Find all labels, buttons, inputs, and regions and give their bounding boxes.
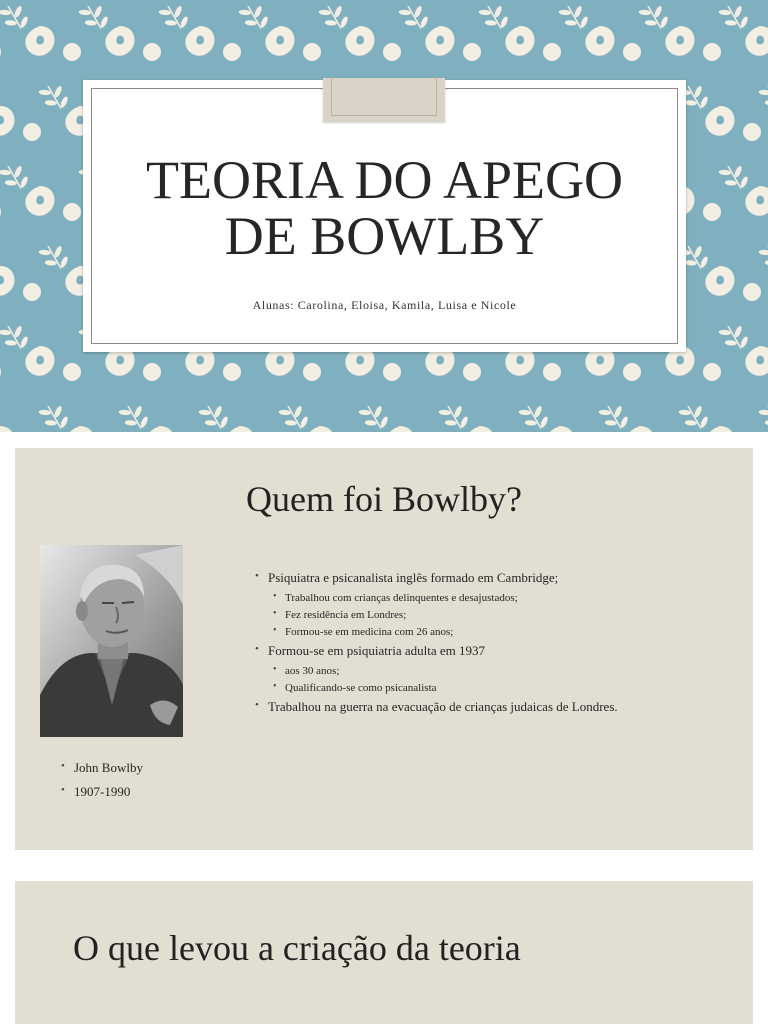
- leaf-sprig: [196, 398, 232, 432]
- paisley-shape: [225, 426, 254, 432]
- paisley-shape: [745, 186, 768, 216]
- paisley-shape: [385, 426, 414, 432]
- paisley-shape: [25, 346, 54, 376]
- leaf-sprig: [436, 398, 472, 432]
- leaf-sprig: [596, 398, 632, 432]
- paisley-shape: [585, 26, 614, 56]
- paisley-shape: [425, 26, 454, 56]
- paisley-shape: [145, 426, 174, 432]
- paisley-shape: [265, 26, 294, 56]
- leaf-sprig: [476, 0, 512, 36]
- leaf-sprig: [756, 238, 768, 276]
- leaf-sprig: [36, 238, 72, 276]
- paisley-shape: [305, 426, 334, 432]
- leaf-sprig: [156, 0, 192, 36]
- paisley-shape: [465, 426, 494, 432]
- leaf-sprig: [36, 78, 72, 116]
- theory-origin-slide: [15, 881, 753, 1024]
- sub-bullet-1-3: • Formou-se em medicina com 26 anos;: [255, 626, 735, 638]
- pattern-dot: [743, 283, 761, 301]
- leaf-sprig: [316, 0, 352, 36]
- paisley-shape: [705, 426, 734, 432]
- paisley-shape: [25, 26, 54, 56]
- pattern-dot: [743, 123, 761, 141]
- leaf-sprig: [756, 398, 768, 432]
- students-subtitle: Alunas: Carolina, Eloisa, Kamila, Luisa e Nicole: [252, 298, 517, 312]
- paisley-shape: [545, 426, 574, 432]
- paisley-shape: [0, 266, 15, 296]
- paisley-shape: [665, 26, 694, 56]
- bullet-3: • Trabalhou na guerra na evacuação de crianças judaicas de Londres.: [255, 699, 735, 715]
- leaf-sprig: [716, 0, 752, 36]
- paisley-shape: [345, 26, 374, 56]
- pattern-dot: [223, 43, 241, 61]
- slide3-title: O que levou a criação da teoria: [73, 928, 521, 968]
- pattern-dot: [623, 43, 641, 61]
- leaf-sprig: [516, 398, 552, 432]
- pattern-dot: [383, 43, 401, 61]
- pattern-dot: [143, 43, 161, 61]
- portrait-photo: [40, 545, 183, 737]
- pattern-dot: [0, 363, 1, 381]
- pattern-dot: [303, 363, 321, 381]
- pattern-dot: [143, 363, 161, 381]
- pattern-dot: [63, 43, 81, 61]
- pattern-dot: [623, 363, 641, 381]
- leaf-sprig: [236, 0, 272, 36]
- leaf-sprig: [0, 0, 33, 36]
- paisley-shape: [745, 26, 768, 56]
- bullet-2: • Formou-se em psiquiatria adulta em 1937: [255, 643, 735, 659]
- paisley-shape: [65, 426, 94, 432]
- leaf-sprig: [716, 318, 752, 356]
- photo-caption: [61, 760, 143, 808]
- pattern-dot: [463, 363, 481, 381]
- bullet-1: • Psiquiatra e psicanalista inglês formado em Cambridge;: [255, 570, 735, 586]
- pattern-dot: [383, 363, 401, 381]
- pattern-dot: [0, 43, 1, 61]
- presentation-title: [83, 152, 686, 264]
- pattern-dot: [223, 363, 241, 381]
- paisley-shape: [625, 426, 654, 432]
- leaf-sprig: [556, 0, 592, 36]
- sub-bullet-2-2: • Qualificando-se como psicanalista: [255, 682, 735, 694]
- leaf-sprig: [76, 0, 112, 36]
- who-was-bowlby-slide: [15, 448, 753, 850]
- caption-years: • 1907-1990: [61, 784, 143, 800]
- pattern-dot: [63, 363, 81, 381]
- pattern-dot: [703, 203, 721, 221]
- leaf-sprig: [636, 0, 672, 36]
- leaf-sprig: [676, 398, 712, 432]
- title-slide: [0, 0, 768, 432]
- title-line-2: DE BOWLBY: [224, 206, 545, 266]
- pattern-dot: [543, 363, 561, 381]
- sub-bullet-2-1: • aos 30 anos;: [255, 665, 735, 677]
- leaf-sprig: [356, 398, 392, 432]
- sub-bullet-1-2: • Fez residência em Londres;: [255, 609, 735, 621]
- leaf-sprig: [276, 398, 312, 432]
- paisley-shape: [105, 26, 134, 56]
- slide2-title: Quem foi Bowlby?: [246, 479, 522, 519]
- title-line-1: TEORIA DO APEGO: [145, 150, 623, 210]
- title-card: [83, 80, 686, 352]
- paisley-shape: [705, 266, 734, 296]
- pattern-dot: [0, 203, 1, 221]
- pattern-dot: [63, 203, 81, 221]
- caption-name: • John Bowlby: [61, 760, 143, 776]
- leaf-sprig: [36, 398, 72, 432]
- leaf-sprig: [0, 158, 33, 196]
- pattern-dot: [543, 43, 561, 61]
- leaf-sprig: [116, 398, 152, 432]
- pattern-dot: [703, 43, 721, 61]
- title-card-tab: [323, 78, 445, 122]
- pattern-dot: [23, 123, 41, 141]
- paisley-shape: [0, 426, 15, 432]
- sub-bullet-1-1: • Trabalhou com crianças delinquentes e desajustados;: [255, 592, 735, 604]
- pattern-dot: [303, 43, 321, 61]
- portrait-photo-icon: [40, 545, 183, 737]
- paisley-shape: [505, 26, 534, 56]
- paisley-shape: [745, 346, 768, 376]
- bowlby-facts-list: [255, 570, 735, 721]
- leaf-sprig: [396, 0, 432, 36]
- paisley-shape: [705, 106, 734, 136]
- pattern-dot: [23, 283, 41, 301]
- leaf-sprig: [756, 78, 768, 116]
- pattern-dot: [463, 43, 481, 61]
- leaf-sprig: [0, 318, 33, 356]
- paisley-shape: [25, 186, 54, 216]
- pattern-dot: [703, 363, 721, 381]
- paisley-shape: [0, 106, 15, 136]
- paisley-shape: [185, 26, 214, 56]
- leaf-sprig: [716, 158, 752, 196]
